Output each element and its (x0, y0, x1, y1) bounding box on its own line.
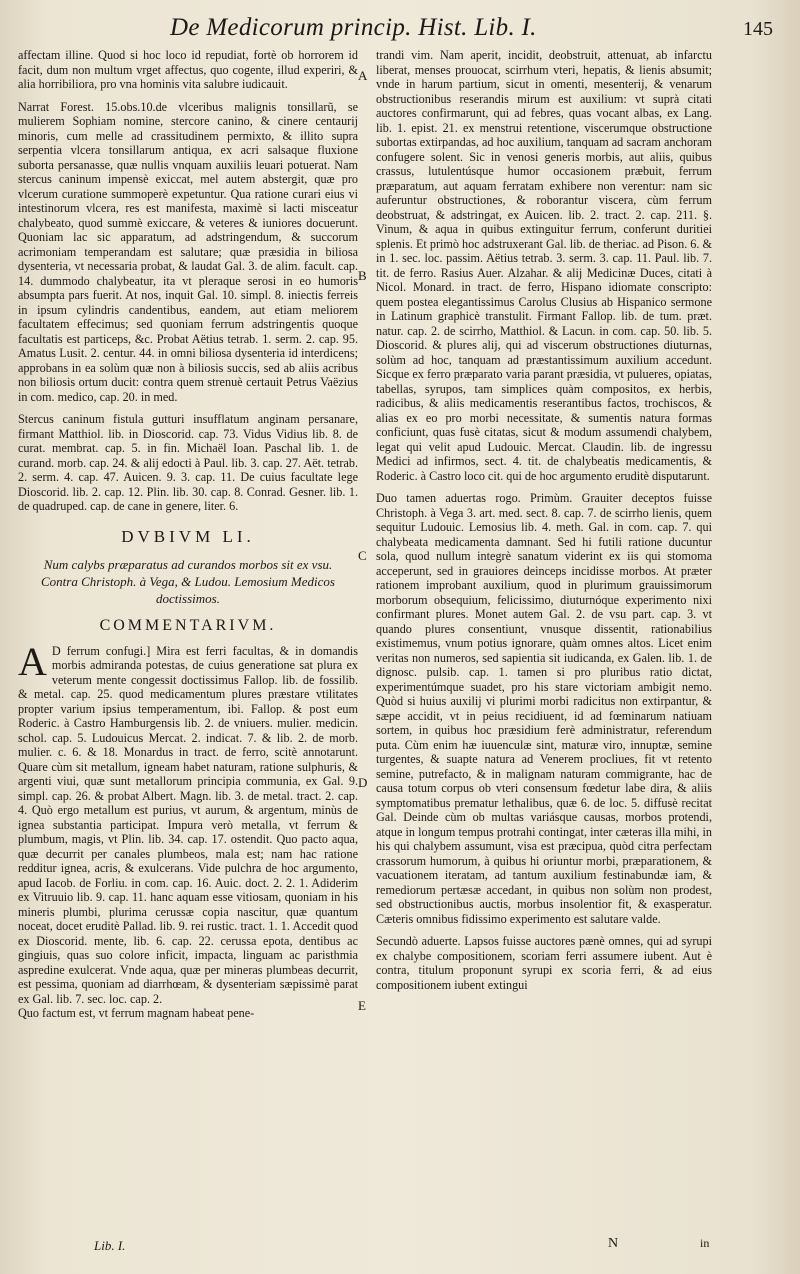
paragraph: Quo factum est, vt ferrum magnam habeat pene- (18, 1006, 255, 1020)
page-header (0, 12, 800, 46)
footer-book-label: Lib. I. (94, 1238, 126, 1253)
dubium-question: Num calybs præparatus ad curandos morbos sit ex vsu. Contra Christoph. à Vega, & Ludou. Lemosium Medicos doctissimos. (41, 557, 335, 606)
margin-letter: B (358, 268, 367, 283)
page-number: 145 (743, 18, 773, 40)
paragraph: trandi vim. Nam aperit, incidit, deobstruit, attenuat, ab infarctu liberat, menses prouocat, scirrhum vteri, hepatis, & lienis absumit; vnde in harum partium, sicut in omenti, mesenterij, & venarum obstructionibus reserandis mirum est auxilium: vt suprà citati auctores confirmarunt, qui ad febres, quas vocant albas, ex Lang. lib. 1. epist. 21. ex menstrui retentione, viscerumque obstructione subortas extirpandas, ad hoc auxilium, tanquam ad sacram anchoram confugere solent. Sic in venosi generis morbis, aut aliis, quibus crassus, lutulentúsque humor occasionem præbuit, ferrum præparatum, aut aquam ferratam exhibere non verentur: nam sic auferuntur obstructiones, & roborantur viscera, cùm ferrum deobstruat, & adstringat, ex Auicen. lib. 2. tract. 2. cap. 211. §. Vinum, & aqua in quibus extinguitur ferrum, conferunt duritiei splenis. Et primò hoc adstruxerant Gal. lib. de theriac. ad Pison. 6. & in 1. sec. loc. passim. Aëtius tetrab. 3. serm. 3. cap. 11. Paul. lib. 7. tit. de ferro. Rasius Auer. Alzahar. & alij Medicinæ Duces, citati à Nicol. Monard. in tract. de ferro, Hispano idiomate conscripto: quem postea elegantissimus Carolus Clusius ab Hispanico sermone in Latinum graphicè transtulit. Firmant Fallop. lib. de tum. præt. natur. cap. 2. de scirrho, Matthiol. & Lacun. in com. cap. 50. lib. 5. Dioscorid. & plures alij, qui ad viscerum obstructiones diuturnas, solùm ad hoc, tanquam ad præstantissimum auxilium accedunt. Sicque ex ferro præparato varia parant præsidia, vt pulueres, opiatas, tabellas, syrupos, tam simplices quàm compositos, ex herbis, radicibus, & aliis medicamentis reserantibus factos, trochiscos, & alias ex eo pro morbi necessitate, & sumentis natura formas conficiunt, quas fusè citatas, sicut & modum assumendi chalybem, legat qui velit apud Ludouic. Mercat. Claudin. lib. de ingressu Medici ad infirmos, sect. 4. tit. de chalybeatis medicamentis, & Roderic. à Castro loco cit. qui de hoc argumento eruditè disputarunt. (376, 48, 712, 483)
right-column (376, 48, 712, 992)
commentarium-title: COMMENTARIVM. (99, 617, 277, 634)
left-column (18, 48, 358, 1021)
dubium-title: DVBIVM LI. (121, 526, 255, 546)
drop-cap: A (18, 638, 47, 684)
running-title: De Medicorum princip. Hist. Lib. I. (170, 14, 537, 41)
margin-letter: A (358, 68, 368, 83)
paragraph: Stercus caninum fistula gutturi insufflatum anginam persanare, firmant Matthiol. lib. in Dioscorid. cap. 73. Vidus Vidius lib. 8. de curat. membrat. cap. 5. in fin. Michaël Ioan. Paschal lib. 1. de curand. morb. cap. 24. & alij edocti à Paul. lib. 3. cap. 27. Aët. tetrab. 2. serm. 4. cap. 47. Auicen. 9. 3. cap. 11. De cuius facultate lege Dioscorid. lib. 2. cap. 12. Plin. lib. 30. cap. 8. Conrad. Gesner. lib. 1. de quadruped. cap. de cane in genere, liter. 6. (18, 412, 358, 513)
margin-letter: E (358, 998, 366, 1013)
signature-mark: N (608, 1236, 619, 1251)
commentary-paragraph (18, 638, 358, 1007)
paragraph: Secundò aduerte. Lapsos fuisse auctores pænè omnes, qui ad syrupi ex chalybe compositionem, scoriam ferri assumere iubent. Aut è contra, titulum proponunt syrupi ex scoria ferri, & ad eius compositionem iubent extingui (376, 934, 712, 992)
paragraph: Narrat Forest. 15.obs.10.de vlceribus malignis tonsillarũ, se mulierem Sophiam nomine, stercore canino, & cinere centaurij minoris, cum melle ad crassitudinem permixto, & illito supra serpentia vlcera tonsillarum antiqua, ex acri salsaque fluxione suborta persanasse, quæ nullis vnquam auxiliis leuari potuerat. Nam stercus caninum impensè exiccat, mel autem abstergit, quæ pro vlcerum curatione summoperè expetuntur. Qua ratione curari eius vi intestinorum vlcera, res est manifesta, maximè si lacti misceatur chalybeato, quod summè exiccare, & veteres & iuniores docuerunt. Quoniam lac sic apparatum, ad adstringendum, & succorum acrimoniam temperandam est salutare; quæ præsidia in biliosa dysenteria, vt necessaria probat, & laudat Gal. 3. de alim. facult. cap. 14. dummodo chalybeatur, ita vt pleraque serosi in eo humoris absumpta pars fuerit. At nos, inquit Gal. 10. simpl. 8. iniectis ferreis in ipsum cylindris candentibus, eandem, aut etiam meliorem facultatem effecimus; sed quoniam ferrum adstringentis quoque facultatis est particeps, &c. Probat Aëtius tetrab. 1. serm. 2. cap. 95. Amatus Lusit. 2. centur. 44. in omni biliosa dysenteria id interdicens; approbans in ea solùm quæ non à biliosis succis, sed ab aliis acribus non biliosis ortum ducit: contra quem strenuè certauit Petrus Vaëzius in com. medico, cap. 20. in med. (18, 99, 358, 404)
commentary-text: D ferrum confugi.] Mira est ferri facultas, & in domandis morbis admiranda potestas, de cuius generatione sat plura ex veterum mente congessit doctissimus Fallop. lib. de fossilib. & metal. cap. 25. quod medicamentum plures præstare vtilitates propter varium ipsius temperamentum, ibi. Fallop. & post eum Roderic. à Castro Hamburgensis lib. 2. de vniuers. mulier. medicin. schol. cap. 5. Ludouicus Mercat. 2. indicat. 7. & lib. 2. de morb. mulier. c. 6. & 18. Monardus in tract. de ferro, scitè annotarunt. Quare cùm sit metallum, igneam habet naturam, ratione sulphuris, & argenti viui, quæ sunt metallorum principia communia, ex Gal. 9. simpl. cap. 26. & probat Albert. Magn. lib. 3. de metal. tract. 2. cap. 4. Quò ergo metallum est purius, vt aurum, & argentum, minùs de ignea substantia participat. Impura verò metalla, vt ferrum & plumbum, magis, vt Plin. lib. 34. cap. 17. ostendit. Quo pacto aqua, quæ decurrit per canales plumbeos, mala est; nam hac ratione redditur ignea, acris, & exulcerans. Vide pulchra de hoc argumento, apud Iacob. de Forliu. in com. cap. 16. Auic. doct. 2. 2. 1. Adiderim ex Vitruuio lib. 9. cap. 11. hanc aquam esse vitiosam, quoniam in his mineris plumbi, plurima cerussæ copia nascitur, quæ quantum noceat, docet eruditè Pallad. lib. 9. rei rustic. tract. 1. 1. Accedit quod ex Dioscorid. mente, lib. 6. cap. 22. cerussa epota, dentibus ac gingiuis, quas suo colore inficit, impacta, linguam ac paristhmia aspredine exulcerat. Vnde aqua, quæ per mineras plumbeas decurrit, est pessima, quoniam ad diarrhœam, & dysenteriam sæpissimè parat ex Gal. lib. 7. sec. loc. cap. 2. (18, 643, 358, 1006)
margin-letter: C (358, 548, 367, 563)
paragraph: Duo tamen aduertas rogo. Primùm. Grauiter deceptos fuisse Christoph. à Vega 3. art. med. sect. 8. cap. 7. de scirrho lienis, quem sequitur Ludouic. Lemosius lib. 4. meth. Gal. in com. cap. 7. qui chalybeata medicamenta damnant. Sed hi futili ratione ducuntur sola, quod nullum integrè sanatum viderint ex iis qui stomoma acceperunt, sed in grauiores deinceps incidisse morbos. At præter rationem improbant auxilium, quod in plurimum grauissimorum morborum obsequium, felicissimo, diuturnóque experimento nixi confirmant plures. Monet autem Gal. 2. de vsu part. cap. 3. vt quando plures consentiunt, vnusque dissentit, rationabilius existimemus, vnum potius ignorare, quàm omnes altos. Licet enim veritas non numeros, sed sapientia sit iudicanda, ex Galen. lib. 1. de dignosc. pulsib. cap. 1. tamen si pro pluribus ratio dictat, experimentúmque suadet, pro his stare victoriam ambigit nemo. Quòd si huius auxilij vi plurimi morbi radicitus non extirpantur, & sæpe accidit, vt in peius recidiuent, id ad fœminarum natiuam sortem, in quibus hoc præsidium ferè administratur, referendum puta. Cùm enim hæ iuuenculæ sint, maturæ viro, innuptæ, semine turgentes, & suapte natura ad Venerem procliues, fit vt retento semine, putrefacto, & in malignam naturam commigrante, hac de causa totum corpus ob vteri consensum fœdetur labe dira, & aliis symptomatibus prematur lethalibus, quæ 6. de loc. 5. diffusè recitat Gal. Deinde cùm ob multas variásque causas, morbos protendi, atque in longum tempus protrahi contingat, inter cæteras illa mihi, in his qui chalybem assumunt, visa est præcipua, quòd citra perfectam crassorum humorum, à quibus hi oriuntur morbi, præparationem, & vacuationem iteratam, ad tantum auxilium festinabundæ iam, & remediorum pertæsæ accedant, in quibus non solùm non prodest, sed obstructionibus auctis, morbus insolentior fit, & exasperatur. Cæteris omnibus fidissimo experimento est salutare valde. (376, 491, 712, 926)
catchword: in (700, 1236, 710, 1250)
paragraph: affectam illine. Quod si hoc loco id repudiat, fortè ob horrorem id facit, dum non multum vrget affectus, quo cogente, illud experiri, & alia horribiliora, pro vna hominis vita salubre iudicauit. (18, 48, 358, 91)
margin-letter: D (358, 775, 368, 790)
